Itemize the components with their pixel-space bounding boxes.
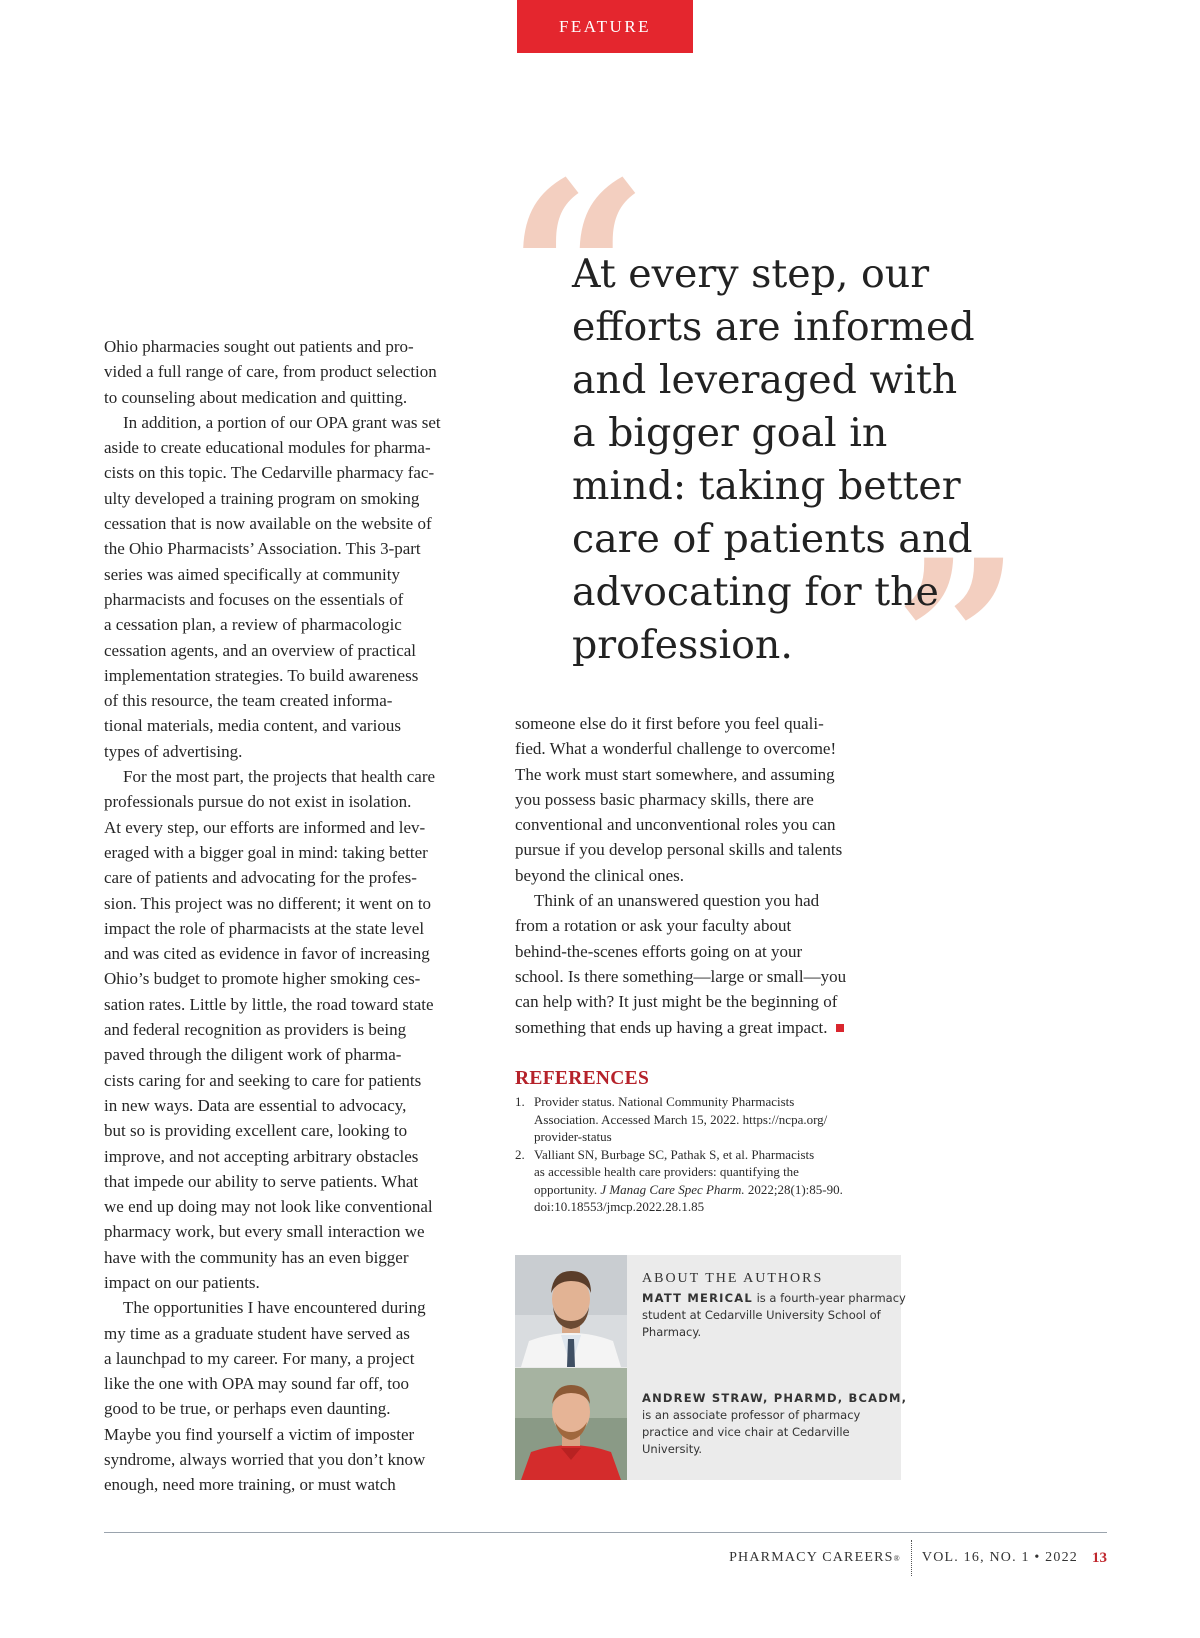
author-bio-2 [642,1390,908,1458]
author-photo-andrew-straw [515,1368,627,1480]
body-text-line: something that ends up having a great impact. [515,1017,828,1037]
body-text-line: from a rotation or ask your faculty about [515,916,792,936]
body-text-line: types of advertising. [104,741,243,761]
author-photo-matt-merical [515,1255,627,1367]
pull-quote-line: and leveraged with [572,357,958,403]
author-bio-text: student at Cedarville University School of [642,1308,881,1322]
body-text-line: can help with? It just might be the beginning of [515,992,838,1012]
svg-text:”: ” [894,511,1021,770]
registered-mark: ® [893,1553,901,1563]
body-text-line: cists on this topic. The Cedarville pharmacy fac- [104,463,435,483]
footer-divider [911,1540,912,1576]
body-text-line: impact the role of pharmacists at the state level [104,918,425,938]
reference-text: opportunity. [534,1181,601,1197]
reference-number: 1. [515,1094,525,1109]
body-text-line: The opportunities I have encountered during [123,1298,426,1318]
pull-quote-line: advocating for the [572,569,939,615]
reference-text: 2022;28(1):85-90. [744,1181,843,1197]
body-text-line: and was cited as evidence in favor of increasing [104,944,430,964]
reference-line: Association. Accessed March 15, 2022. https://ncpa.org/ [534,1111,828,1127]
about-the-authors-box [515,1255,908,1480]
pull-quote-line: profession. [572,622,793,668]
body-text-line: but so is providing excellent care, looking to [104,1121,408,1141]
body-text-line: ulty developed a training program on smoking [104,488,420,508]
body-text-line: of this resource, the team created informa- [104,691,393,711]
body-column-right [515,711,910,1040]
footer-rule [104,1532,1107,1533]
body-text-line: sation rates. Little by little, the road toward state [104,994,434,1014]
body-text-line: conventional and unconventional roles you can [515,815,836,835]
author-bio-text: is an associate professor of pharmacy [642,1408,861,1422]
references [515,1068,910,1216]
reference-doi: doi:10.18553/jmcp.2022.28.1.85 [534,1199,705,1214]
body-text-line: in new ways. Data are essential to advocacy, [104,1095,407,1115]
body-text-line: vided a full range of care, from product selection [104,362,437,382]
body-text-line: enough, need more training, or must watch [104,1475,396,1495]
body-text-line: improve, and not accepting arbitrary obstacles [104,1146,419,1166]
pull-quote-line: At every step, our [572,251,930,297]
reference-line: Valliant SN, Burbage SC, Pathak S, et al. Pharmacists [534,1146,815,1162]
body-text-line: beyond the clinical ones. [515,865,685,885]
body-text-line: paved through the diligent work of pharma- [104,1045,402,1065]
body-text-line: For the most part, the projects that health care [123,767,436,787]
pull-quote-line: mind: taking better [572,463,961,509]
body-text-line: you possess basic pharmacy skills, there are [515,789,814,809]
references-title: REFERENCES [515,1068,650,1089]
body-text-line: cists caring for and seeking to care for patients [104,1070,422,1090]
body-text-line: fied. What a wonderful challenge to overcome! [515,739,837,759]
body-text-line: syndrome, always worried that you don’t know [104,1450,426,1470]
author-bio-text: practice and vice chair at Cedarville [642,1425,850,1439]
reference-line: Provider status. National Community Pharmacists [534,1094,795,1109]
body-text-line: someone else do it first before you feel quali- [515,714,824,733]
reference-line: provider-status [534,1129,612,1144]
body-text-line: eraged with a bigger goal in mind: taking better [104,842,428,862]
pull-quote-line: care of patients and [572,516,973,562]
author-name: ANDREW STRAW, PHARMD, BCADM, [642,1391,908,1405]
pull-quote-line: efforts are informed [572,304,975,350]
end-mark-icon [836,1024,844,1032]
reference-line: as accessible health care providers: quantifying the [534,1164,799,1179]
body-text-line: care of patients and advocating for the profes- [104,868,417,888]
section-tab: FEATURE [517,0,693,53]
publication-name: PHARMACY CAREERS [729,1550,894,1565]
body-text-line: we end up doing may not look like conventional [104,1197,433,1217]
body-text-line: At every step, our efforts are informed and lev- [104,817,426,837]
body-text-line: implementation strategies. To build awareness [104,665,419,685]
issue-info: VOL. 16, NO. 1 • 2022 [921,1550,1078,1565]
body-text-line: like the one with OPA may sound far off, too [104,1374,410,1394]
body-text-line: Ohio’s budget to promote higher smoking ces- [104,969,421,989]
body-text-line: cessation that is now available on the website of [104,514,432,534]
author-bio-1 [642,1290,906,1341]
author-bio-text: University. [642,1442,703,1456]
body-text-line: series was aimed specifically at community [104,564,400,584]
reference-number: 2. [515,1146,525,1162]
author-bio-text: is a fourth-year pharmacy [752,1291,906,1305]
pull-quote-line: a bigger goal in [572,410,888,456]
body-text-line: Think of an unanswered question you had [534,891,820,911]
body-text-line: behind-the-scenes efforts going on at your [515,941,803,961]
body-text-line: have with the community has an even bigger [104,1247,409,1267]
body-text-line: a launchpad to my career. For many, a project [104,1348,415,1368]
body-text-line: aside to create educational modules for pharma- [104,438,431,458]
pull-quote [572,248,992,672]
journal-title: J Manag Care Spec Pharm. [600,1181,745,1197]
body-text-line: Ohio pharmacies sought out patients and pro- [104,337,414,356]
page-number: 13 [1092,1549,1107,1566]
reference-line [534,1181,910,1199]
body-text-line: impact on our patients. [104,1272,260,1292]
body-column-left [104,334,496,1498]
body-text-line: to counseling about medication and quitting. [104,387,408,407]
body-text-line: In addition, a portion of our OPA grant was set [123,412,441,432]
body-text-line: The work must start somewhere, and assuming [515,764,835,784]
body-text-line: good to be true, or perhaps even daunting. [104,1399,391,1419]
body-text-line: sion. This project was no different; it went on to [104,893,432,913]
body-text-line: school. Is there something—large or small—you [515,966,847,986]
body-text-line: pharmacy work, but every small interaction we [104,1222,425,1242]
body-text-line: pharmacists and focuses on the essentials of [104,589,404,609]
reference-item [515,1146,910,1216]
body-text-line: Maybe you find yourself a victim of imposter [104,1424,415,1444]
author-name: MATT MERICAL [642,1291,753,1305]
body-text-line: and federal recognition as providers is being [104,1020,407,1040]
body-text-line: a cessation plan, a review of pharmacologic [104,615,402,635]
body-text-line: the Ohio Pharmacists’ Association. This 3-part [104,539,421,559]
svg-text:“: “ [506,127,650,421]
body-text-line: that impede our ability to serve patients. What [104,1171,419,1191]
author-bio-text: Pharmacy. [642,1325,702,1339]
body-text-line: professionals pursue do not exist in isolation. [104,792,412,812]
page-footer [729,1546,1107,1570]
about-authors-title: ABOUT THE AUTHORS [642,1271,824,1286]
body-text-line: tional materials, media content, and various [104,716,401,736]
body-text-line: my time as a graduate student have served as [104,1323,410,1343]
body-text-line: cessation agents, and an overview of practical [104,640,417,660]
reference-item [515,1093,910,1146]
body-text-line: pursue if you develop personal skills and talents [515,840,843,860]
